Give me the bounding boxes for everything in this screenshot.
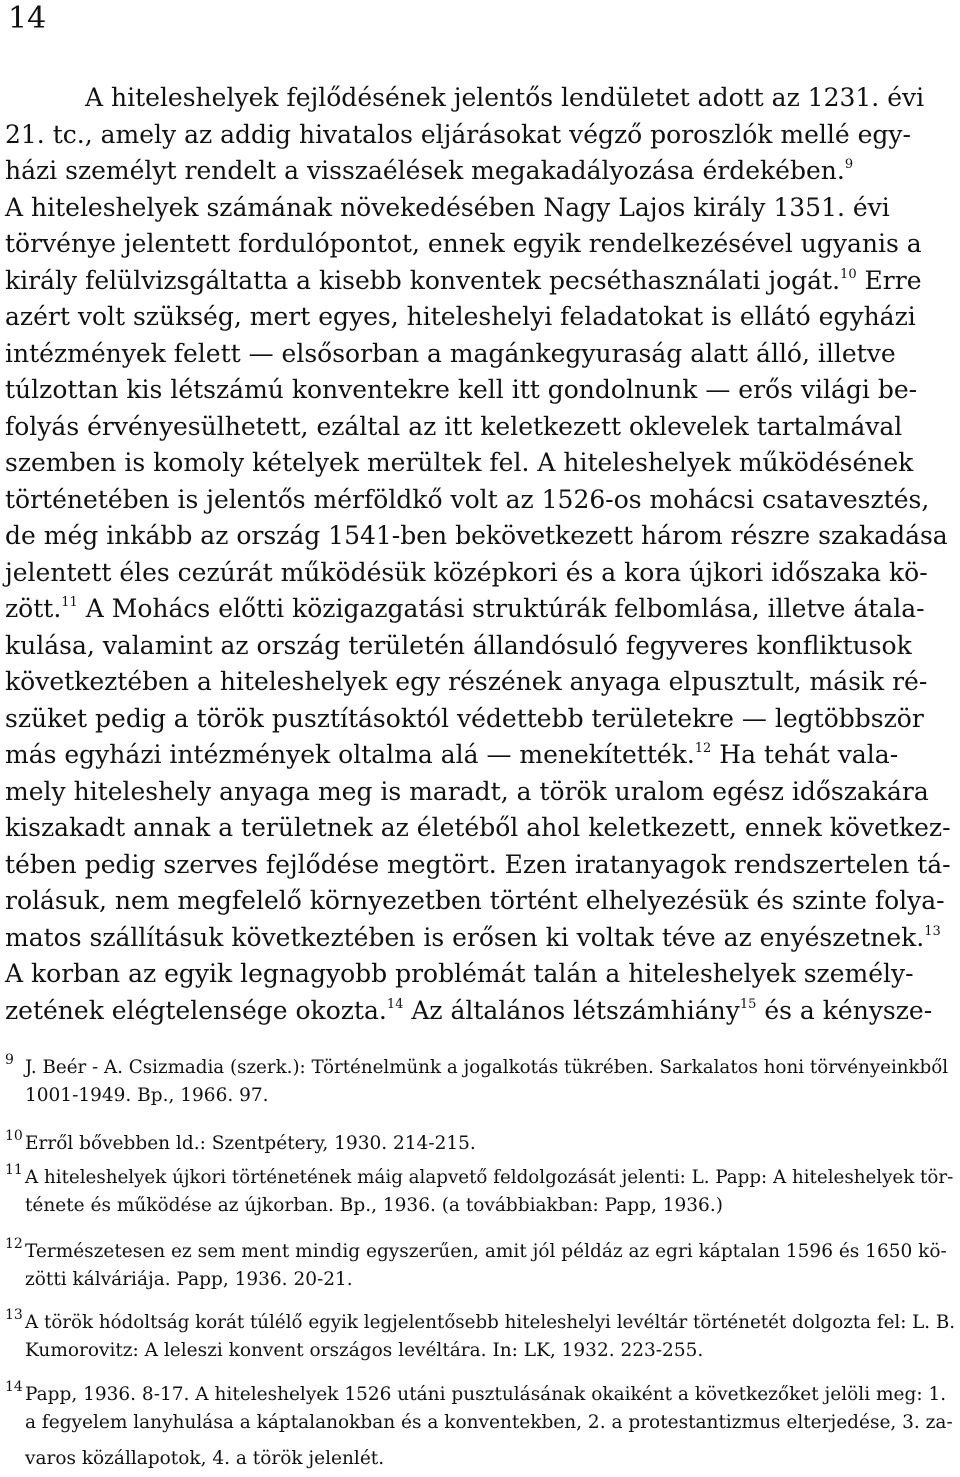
footnote-line: varos közállapotok, 4. a török jelenlét. [25, 1448, 385, 1469]
footnote-ref[interactable]: 12 [694, 741, 712, 756]
text-line: kulása, valamint az ország területén állandósuló fegyveres konfliktusok [5, 630, 912, 660]
text-line: történetében is jelentős mérföldkő volt az 1526-os mohácsi csatavesztés, [5, 484, 930, 514]
footnote-ref[interactable]: 13 [924, 923, 941, 939]
footnote-10 [5, 1118, 955, 1154]
text-line: de még inkább az ország 1541-ben bekövetkezett három részre szakadása [5, 521, 948, 550]
footnote-number: 14 [5, 1379, 23, 1395]
text-line: következtében a hiteleshelyek egy részének anyaga elpusztult, másik ré- [5, 667, 928, 696]
footnote-ref[interactable]: 10 [840, 266, 857, 282]
text-line: tében pedig szerves fejlődése megtört. Ezen iratanyagok rendszertelen tá- [5, 849, 951, 879]
text-line: törvénye jelentett fordulópontot, ennek egyik rendelkezésével ugyanis a [5, 229, 922, 258]
text-line: szemben is komoly kételyek merültek fel. A hiteleshelyek működésének [5, 448, 914, 477]
footnote-ref[interactable]: 11 [61, 595, 78, 610]
text-line: intézmények felett — elsősorban a magánkegyuraság alatt álló, illetve [5, 338, 896, 368]
footnote-number: 11 [5, 1162, 23, 1178]
text-line: 21. tc., amely az addig hivatalos eljárásokat végző poroszlók mellé egy- [5, 119, 911, 149]
main-text [5, 80, 955, 1029]
text-line: folyás érvényesülhetett, ezáltal az itt keletkezett oklevelek tartalmával [5, 411, 903, 441]
text-line: rolásuk, nem megfelelő környezetben történt elhelyezésük és szinte folya- [5, 886, 945, 915]
footnote-number: 12 [5, 1236, 23, 1252]
footnote-ref[interactable]: 9 [844, 157, 854, 172]
text-line: mely hiteleshely anyaga meg is maradt, a török uralom egész időszakára [5, 776, 929, 806]
text-line: A korban az egyik legnagyobb problémát talán a hiteleshelyek személy- [5, 959, 914, 988]
footnote-line: zötti kálváriája. Papp, 1936. 20-21. [25, 1269, 353, 1290]
footnote-line: 14 Papp, 1936. 8-17. A hiteleshelyek 1526 utáni pusztulásának okaiként a következőket jelöli meg: 1. [5, 1369, 955, 1405]
footnote-line: ténete és működése az újkorban. Bp., 1936. (a továbbiakban: Papp, 1936.) [25, 1195, 723, 1216]
text-line: más egyházi intézmények oltalma alá — menekítették.$^{12}$ Ha tehát vala- [5, 740, 899, 769]
footnote-line: 12 Természetesen ez sem ment mindig egyszerűen, amit jól példáz az egri káptalan 1596 és 1650 kö- [5, 1226, 955, 1262]
footnote-14 [5, 1369, 955, 1477]
footnote-9 [5, 1042, 955, 1114]
text-line: azért volt szükség, mert egyes, hiteleshelyi feladatokat is ellátó egyházi [5, 302, 916, 331]
footnote-line: Kumorovitz: A leleszi konvent országos levéltára. In: LK, 1932. 223-255. [25, 1340, 704, 1361]
text-line: matos szállításuk következtében is erősen ki voltak téve az enyészetnek.$^{13}$ [5, 922, 941, 952]
text-line: túlzottan kis létszámú konventekre kell itt gondolnunk — erős világi be- [5, 375, 918, 404]
text-line: A hiteleshelyek fejlődésének jelentős lendületet adott az 1231. évi [85, 83, 925, 112]
footnote-number: 9 [5, 1052, 14, 1068]
text-line: kiszakadt annak a területnek az életéből ahol keletkezett, ennek következ- [5, 813, 951, 842]
footnote-line: 10 Erről bővebben ld.: Szentpétery, 1930. 214-215. [5, 1118, 955, 1154]
text-line: király felülvizsgáltatta a kisebb konventek pecséthasználati jogát.$^{10}$ Erre [5, 265, 922, 295]
footnote-line: 11 A hiteleshelyek újkori történetének máig alapvető feldolgozását jelenti: L. Papp: A hiteleshelyek tör- [5, 1152, 955, 1188]
footnote-ref[interactable]: 15 [739, 996, 757, 1012]
text-line: szüket pedig a török pusztításoktól védettebb területekre — legtöbbször [5, 703, 924, 733]
text-line: házi személyt rendelt a visszaélések megakadályozása érdekében.$^9$ [5, 156, 854, 185]
footnote-number: 10 [5, 1128, 23, 1144]
text-line: jelentett éles cezúrát működésük középkori és a kora újkori időszaka kö- [5, 557, 928, 587]
text-line: A hiteleshelyek számának növekedésében Nagy Lajos király 1351. évi [5, 192, 890, 222]
page-number: 14 [8, 1, 47, 36]
text-line: zetének elégtelensége okozta.$^{14}$ Az általános létszámhiány$^{15}$ és a kénysze- [5, 995, 933, 1025]
footnote-ref[interactable]: 14 [386, 996, 404, 1012]
footnote-line: 1001-1949. Bp., 1966. 97. [25, 1085, 269, 1106]
footnote-line: a fegyelem lanyhulása a káptalanokban és a konventekben, 2. a protestantizmus elterjedése, 3. za- [25, 1412, 953, 1433]
footnote-13 [5, 1297, 955, 1369]
footnote-11 [5, 1152, 955, 1224]
footnote-number: 13 [5, 1307, 23, 1323]
footnote-line: 9 J. Beér - A. Csizmadia (szerk.): Történelmünk a jogalkotás tükrében. Sarkalatos honi törvényeinkből [5, 1042, 955, 1078]
footnote-12 [5, 1226, 955, 1298]
footnote-line: 13 A török hódoltság korát túlélő egyik legjelentősebb hiteleshelyi levéltár történetét dolgozta fel: L. B. [5, 1297, 955, 1333]
text-line: zött.$^{11}$ A Mohács előtti közigazgatási struktúrák felbomlása, illetve átala- [5, 594, 925, 623]
